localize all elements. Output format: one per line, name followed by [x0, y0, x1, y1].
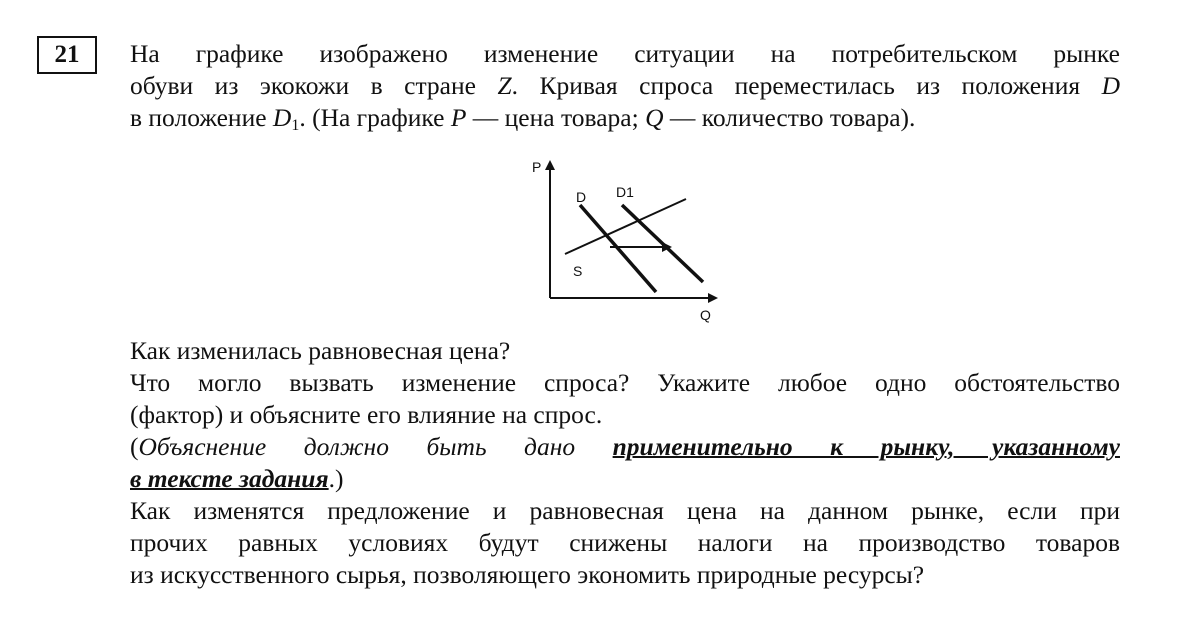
intro-text: обуви из экокожи в стране	[130, 71, 498, 100]
demand-curve-d1	[622, 205, 703, 282]
note-line-1	[130, 431, 1120, 463]
intro-line-3	[130, 102, 1120, 142]
demand-d1-label: D1	[616, 184, 634, 200]
question-2-line-1: Что могло вызвать изменение спроса? Укажите любое одно обстоятельство	[130, 368, 1120, 397]
question-3-line-2: прочих равных условиях будут снижены налоги на производство товаров	[130, 528, 1120, 557]
task-number: 21	[54, 41, 80, 68]
supply-demand-graph	[520, 150, 740, 330]
supply-label: S	[573, 263, 583, 279]
intro-text: — количество товара).	[663, 103, 916, 132]
quantity-axis-label: Q	[700, 307, 711, 323]
note-bracket: (	[130, 432, 139, 461]
price-axis-label: P	[532, 159, 542, 175]
intro-line-2	[130, 70, 1120, 102]
price-symbol: P	[450, 103, 467, 132]
intro-text: . Кривая спроса переместилась из положения	[511, 71, 1102, 100]
demand-subscript: 1	[291, 117, 300, 134]
task-number-box	[37, 36, 97, 74]
quantity-symbol: Q	[645, 103, 664, 132]
demand-symbol: D	[1101, 71, 1120, 100]
intro-paragraph	[130, 38, 1120, 142]
country-symbol: Z	[497, 71, 512, 100]
demand-label: D	[576, 189, 587, 205]
intro-text: . (На графике	[299, 103, 451, 132]
intro-text: в положение	[130, 103, 273, 132]
question-3-line-3: из искусственного сырья, позволяющего экономить природные ресурсы?	[130, 560, 925, 589]
note-emphasis: применительно к рынку, указанному	[612, 432, 1120, 461]
question-2-line-2: (фактор) и объясните его влияние на спрос.	[130, 400, 603, 429]
intro-text: — цена товара;	[466, 103, 646, 132]
note-emphasis: в тексте задания	[130, 464, 329, 493]
note-line-2	[130, 463, 1120, 495]
note-italic: Объяснение должно быть дано	[138, 432, 613, 461]
note-bracket: .)	[328, 464, 344, 493]
questions-block	[130, 335, 1120, 591]
intro-line-1: На графике изображено изменение ситуации на потребительском рынке	[130, 39, 1120, 68]
demand-symbol: D	[272, 103, 292, 132]
question-3-line-1: Как изменятся предложение и равновесная цена на данном рынке, если при	[130, 496, 1120, 525]
question-1: Как изменилась равновесная цена?	[130, 336, 511, 365]
